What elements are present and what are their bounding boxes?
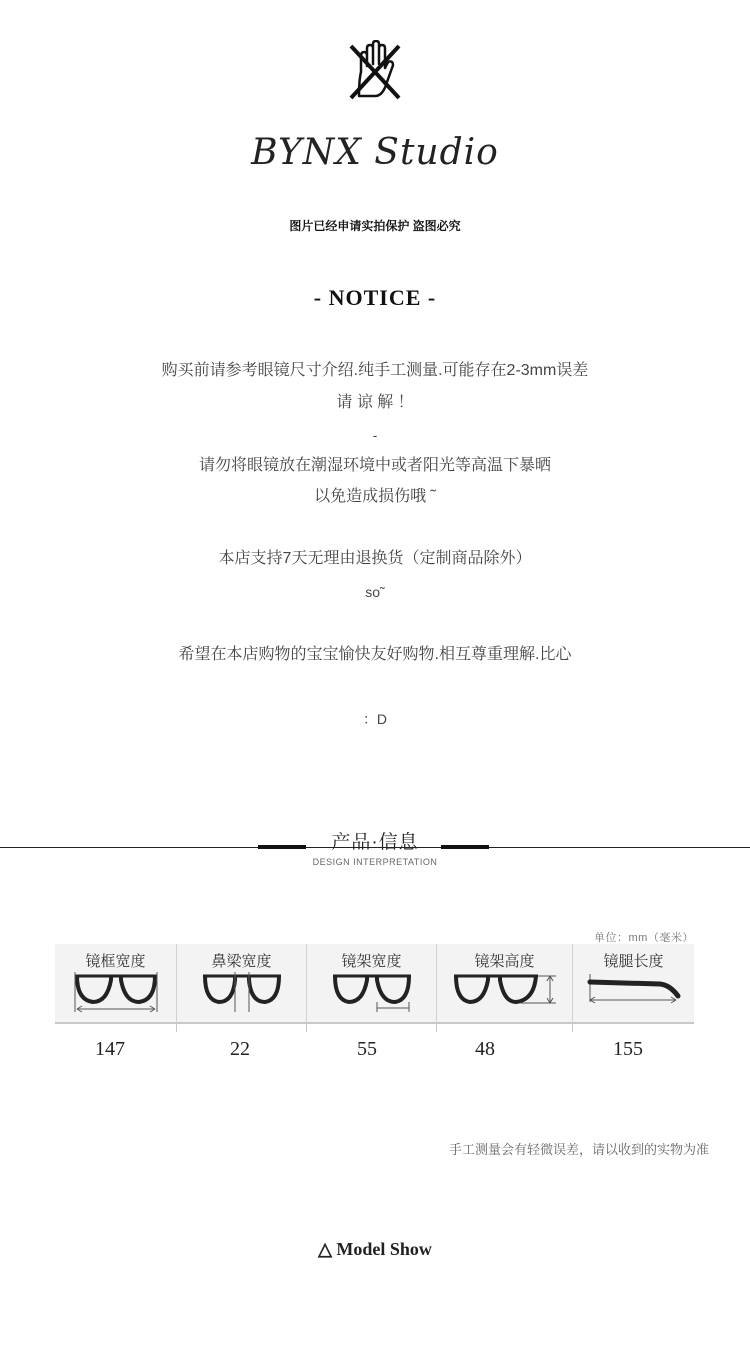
- size-cell-frame-width: [55, 944, 177, 1022]
- size-table: [55, 944, 694, 1024]
- notice-line: 请勿将眼镜放在潮湿环境中或者阳光等高温下暴晒: [198, 457, 551, 474]
- size-cell-temple-length: [573, 944, 694, 1022]
- notice-line: ：D: [362, 711, 388, 727]
- notice-line: 希望在本店购物的宝宝愉快友好购物.相互尊重理解.比心: [178, 646, 572, 663]
- unit-label: 单位：mm（毫米）: [594, 932, 694, 944]
- notice-line: 购买前请参考眼镜尺寸介绍.纯手工测量.可能存在2-3mm误差: [161, 362, 589, 379]
- size-value-bridge-width: 22: [230, 1038, 250, 1060]
- bridge-width-icon: [197, 970, 287, 1019]
- brand-name: BYNX Studio: [251, 132, 499, 173]
- lens-height-icon: [450, 970, 560, 1019]
- product-info-subtitle: DESIGN INTERPRETATION: [312, 857, 438, 867]
- copyright-notice: 图片已经申请实拍保护 盗图必究: [289, 219, 461, 233]
- size-cell-lens-width: [307, 944, 437, 1022]
- table-tick: [572, 1022, 573, 1032]
- size-value-lens-height: 48: [475, 1038, 495, 1060]
- notice-line: 本店支持7天无理由退换货（定制商品除外）: [218, 550, 532, 567]
- size-label: 镜腿长度: [603, 953, 664, 970]
- size-label: 镜架宽度: [341, 953, 402, 970]
- size-value-temple-length: 155: [613, 1038, 643, 1060]
- table-tick: [436, 1022, 437, 1032]
- frame-width-icon: [71, 970, 161, 1019]
- size-value-lens-width: 55: [357, 1038, 377, 1060]
- size-label: 镜框宽度: [85, 953, 146, 970]
- notice-line: so˜: [365, 584, 385, 600]
- no-hand-icon: [345, 40, 405, 102]
- measurement-disclaimer: 手工测量会有轻微误差，请以收到的实物为准: [448, 1142, 709, 1157]
- notice-line: 以免造成损伤哦 ˜: [314, 488, 436, 505]
- product-info-title: 产品·信息: [331, 832, 419, 853]
- lens-width-icon: [327, 970, 417, 1019]
- notice-title: - NOTICE -: [313, 285, 437, 310]
- size-label: 鼻梁宽度: [211, 953, 272, 970]
- model-show-heading: △ Model Show: [318, 1239, 432, 1259]
- table-tick: [306, 1022, 307, 1032]
- size-cell-lens-height: [437, 944, 573, 1022]
- notice-line: -: [372, 427, 378, 443]
- table-tick: [176, 1022, 177, 1032]
- size-label: 镜架高度: [474, 953, 535, 970]
- size-cell-bridge-width: [177, 944, 307, 1022]
- size-value-frame-width: 147: [95, 1038, 125, 1060]
- temple-length-icon: [586, 970, 682, 1019]
- notice-line: 请 谅 解 ！: [336, 394, 414, 411]
